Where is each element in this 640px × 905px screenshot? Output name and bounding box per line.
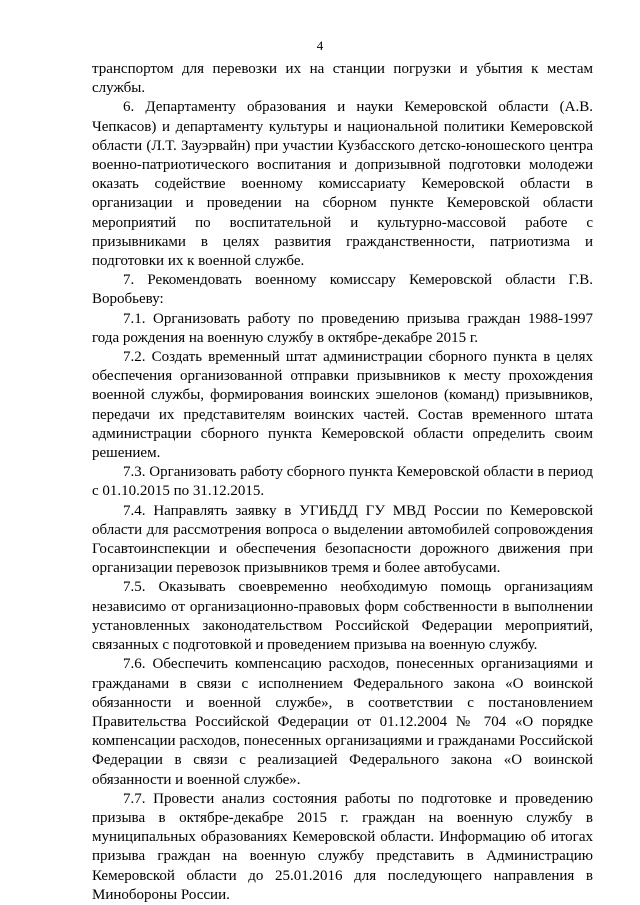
paragraph-item-7-3: 7.3. Организовать работу сборного пункта Кемеровской области в период с 01.10.2015 по 31.12.2015. [92,464,593,500]
paragraph-item-7-7: 7.7. Провести анализ состояния работы по подготовке и проведению призыва в октябре-декабре 2015 г. граждан на военную службу в муниципальных образованиях Кемеровской области. Информацию об итогах призыва граждан на военную службу представить в Администрацию Кемеровской области до 25.01.2016 для последующего направления в Минобороны России. [92,790,593,903]
paragraph-item-7-5: 7.5. Оказывать своевременно необходимую помощь организациям независимо от организационно-правовых форм собственности в выполнении установленных законодательством Российской Федерации мероприятий, связанных с подготовкой и проведением призыва на военную службу. [92,579,593,654]
paragraph-item-6: 6. Департаменту образования и науки Кемеровской области (А.В. Чепкасов) и департаменту культуры и национальной политики Кемеровской области (Л.Т. Зауэрвайн) при участии Кузбасского детско-юношеского центра военно-патриотического воспитания и допризывной подготовки молодежи оказать содействие военному комиссариату Кемеровской области в организации и проведении на сборном пункте Кемеровской области мероприятий по воспитательной и культурно-массовой работе с призывниками в целях развития гражданственности, патриотизма и подготовки их к военной службе. [92,99,593,270]
document-body [92,60,593,905]
paragraph-continuation: транспортом для перевозки их на станции погрузки и убытия к местам службы. [92,61,593,97]
paragraph-item-7-4: 7.4. Направлять заявку в УГИБДД ГУ МВД России по Кемеровской области для рассмотрения вопроса о выделении автомобилей сопровождения Госавтоинспекции и обеспечения безопасности дорожного движения при организации перевозок призывников тремя и более автобусами. [92,502,593,577]
paragraph-item-7-1: 7.1. Организовать работу по проведению призыва граждан 1988-1997 года рождения на военную службу в октябре-декабре 2015 г. [92,310,593,346]
page-number: 4 [316,38,324,53]
paragraph-item-7: 7. Рекомендовать военному комиссару Кемеровской области Г.В. Воробьеву: [92,272,593,308]
paragraph-item-7-2: 7.2. Создать временный штат администрации сборного пункта в целях обеспечения организованной отправки призывников к месту прохождения военной службы, формирования воинских эшелонов (команд) призывников, передачи их представителям воинских частей. Состав временного штата администрации сборного пункта Кемеровской области определить своим решением. [92,349,593,462]
paragraph-item-7-6: 7.6. Обеспечить компенсацию расходов, понесенных организациями и гражданами в связи с исполнением Федерального закона «О воинской обязанности и военной службе», в соответствии с постановлением Правительства Российской Федерации от 01.12.2004 № 704 «О порядке компенсации расходов, понесенных организациями и гражданами Российской Федерации в связи с реализацией Федерального закона «О воинской обязанности и военной службе». [92,656,593,788]
